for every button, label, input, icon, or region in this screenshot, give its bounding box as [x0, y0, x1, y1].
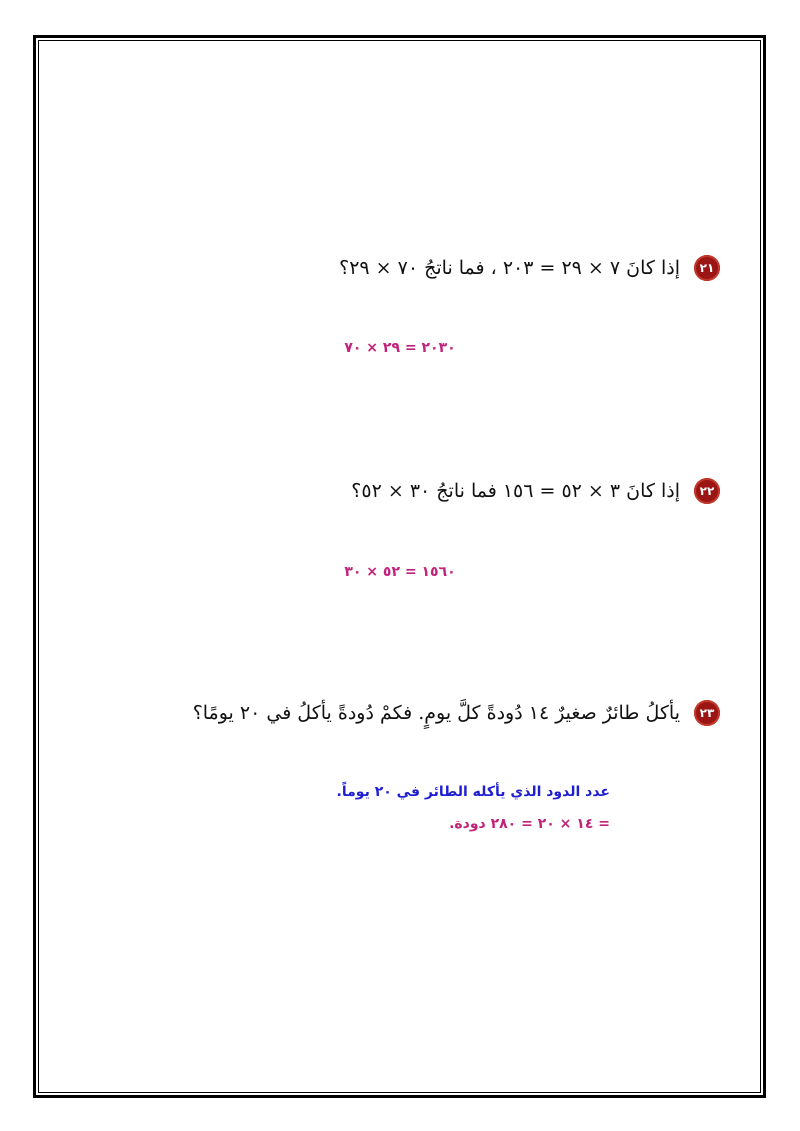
answer-23-line-1: عدد الدود الذي يأكله الطائر في ٢٠ يوماً. [336, 784, 610, 800]
answer-21: ٢٠٣٠ = ٢٩ × ٧٠ [344, 340, 456, 356]
question-text: يأكلُ طائرٌ صغيرٌ ١٤ دُودةً كلَّ يومٍ. فكمْ دُودةً يأكلُ في ٢٠ يومًا؟ [192, 702, 680, 724]
question-21 [339, 255, 720, 281]
question-text: إذا كانَ ٣ × ٥٢ = ١٥٦ فما ناتجُ ٣٠ × ٥٢؟ [351, 480, 680, 502]
question-text: إذا كانَ ٧ × ٢٩ = ٢٠٣ ، فما ناتجُ ٧٠ × ٢٩؟ [339, 257, 680, 279]
question-number-badge: ٢١ [694, 255, 720, 281]
question-23 [193, 700, 720, 726]
answer-23-line-2: = ١٤ × ٢٠ = ٢٨٠ دودة. [449, 816, 610, 832]
question-number-badge: ٢٣ [694, 700, 720, 726]
answer-22: ١٥٦٠ = ٥٢ × ٣٠ [344, 564, 456, 580]
question-22 [351, 478, 720, 504]
question-number-badge: ٢٢ [694, 478, 720, 504]
